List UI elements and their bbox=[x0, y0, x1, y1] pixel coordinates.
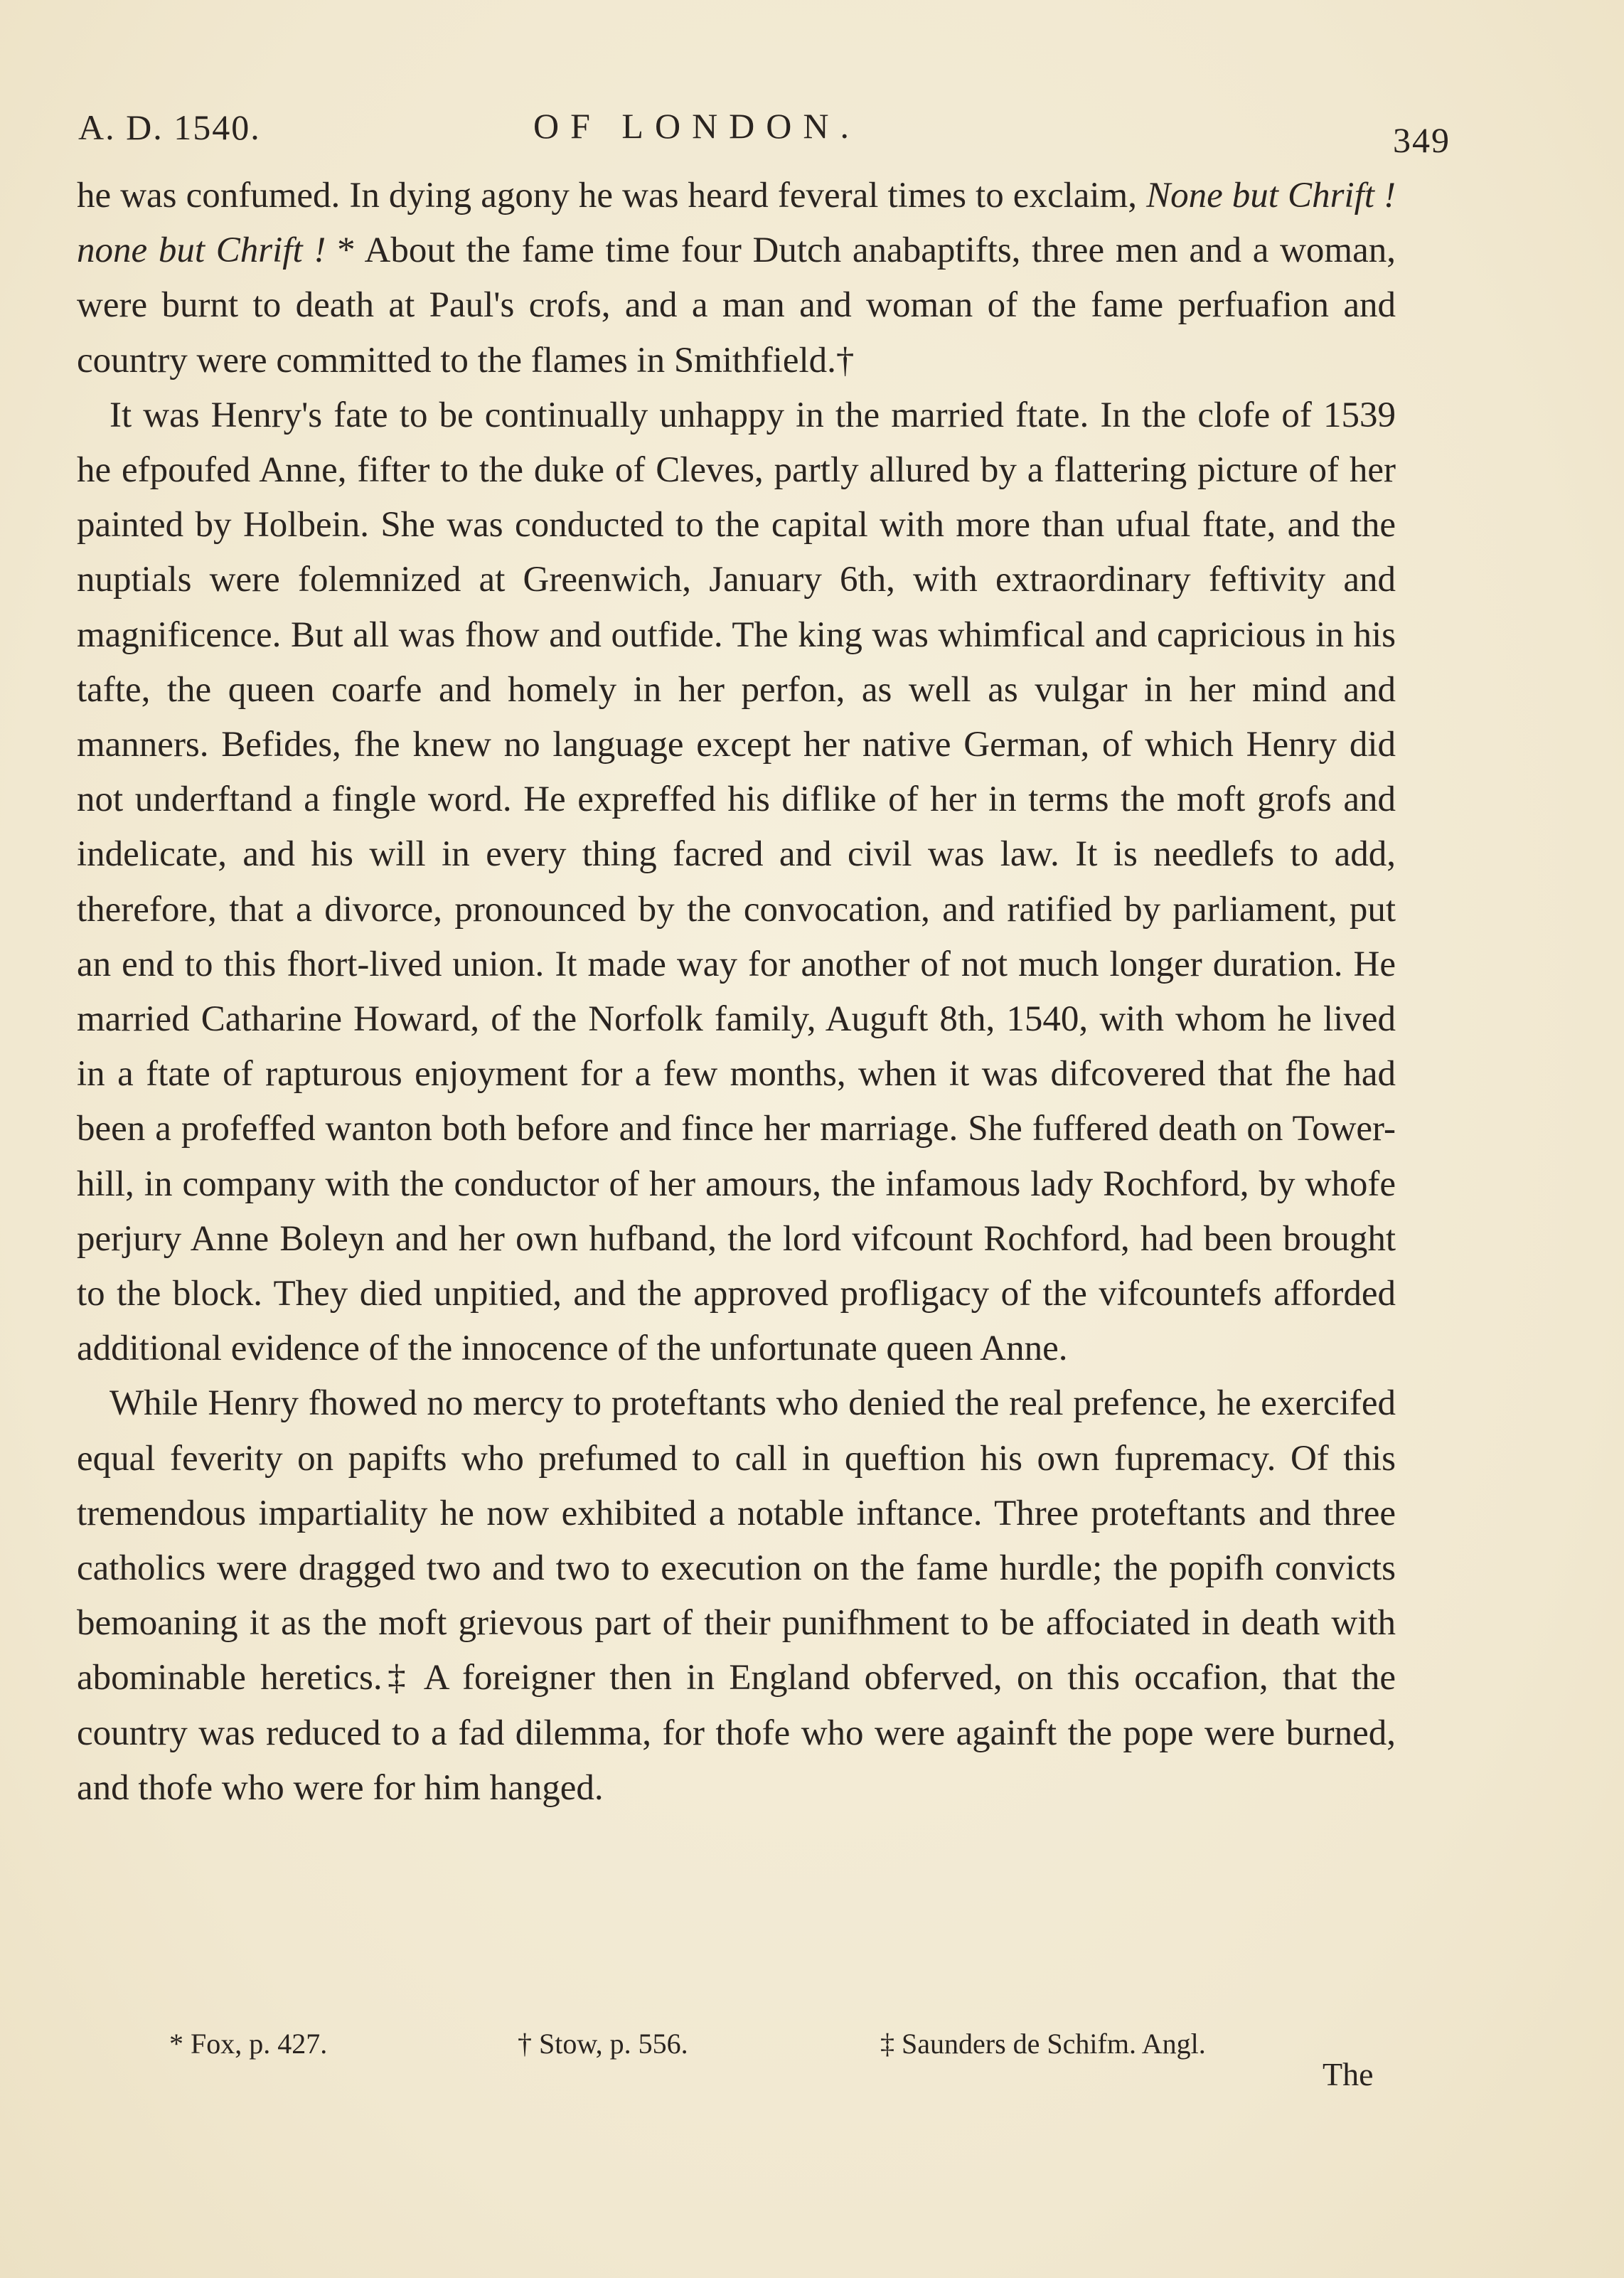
running-header bbox=[78, 100, 1451, 160]
paragraph-1-segment-3: * About the fame time four Dutch anabaptifts, three men and a woman, were burnt to death at Paul's crofs, and a man and woman of the fame perfuafion and country were committed to the flames in Smithfield.† bbox=[77, 230, 1396, 380]
paragraph-3-segment-1: While Henry fhowed no mercy to proteftants who denied the real prefence, he exercifed equal feverity on papifts who prefumed to call in queftion his own fupremacy. Of this tremendous impartiality he now exhibited a notable inftance. Three proteftants and three catholics were dragged two and two to execution on the fame hurdle; the popifh convicts bemoaning it as the moft grievous part of their punifhment to be affociated in death with abominable heretics.‡ A foreigner then in England obferved, on this occafion, that the country was reduced to a fad dilemma, for thofe who were againft the pope were burned, and thofe who were for him hanged. bbox=[77, 1383, 1396, 1808]
body-text bbox=[77, 169, 1396, 1816]
paragraph-3 bbox=[77, 1376, 1396, 1816]
paragraph-2-segment-1: It was Henry's fate to be continually unhappy in the married ftate. In the clofe of 1539 he efpoufed Anne, fifter to the duke of Cleves, partly allured by a flattering picture of her painted by Holbein. She was conducted to the capital with more than ufual ftate, and the nuptials were folemnized at Greenwich, January 6th, with extraordinary feftivity and magnificence. But all was fhow and outfide. The king was whimfical and capricious in his tafte, the queen coarfe and homely in her perfon, as well as vulgar in her mind and manners. Befides, fhe knew no language except her native German, of which Henry did not underftand a fingle word. He expreffed his diflike of her in terms the moft grofs and indelicate, and his will in every thing facred and civil was law. It is needlefs to add, therefore, that a divorce, pronounced by the convocation, and ratified by parliament, put an end to this fhort-lived union. It made way for another of not much longer duration. He married Catharine Howard, of the Norfolk family, Auguft 8th, 1540, with whom he lived in a ftate of rapturous enjoyment for a few months, when it was difcovered that fhe had been a profeffed wanton both before and fince her marriage. She fuffered death on Tower-hill, in company with the conductor of her amours, the infamous lady Rochford, by whofe perjury Anne Boleyn and her own hufband, the lord vifcount Rochford, had been brought to the block. They died unpitied, and the approved profligacy of the vifcountefs afforded additional evidence of the innocence of the unfortunate queen Anne. bbox=[77, 395, 1396, 1369]
paragraph-1-segment-1: he was confumed. In dying agony he was heard feveral times to exclaim, bbox=[77, 176, 1147, 215]
paragraph-2 bbox=[77, 388, 1396, 1377]
catchword: The bbox=[1323, 2056, 1374, 2092]
page-number: 349 bbox=[1393, 120, 1451, 160]
footnotes bbox=[77, 2027, 1396, 2077]
header-title: OF LONDON. bbox=[533, 106, 860, 146]
header-year: A. D. 1540. bbox=[78, 107, 261, 147]
footnote-1: * Fox, p. 427. bbox=[169, 2028, 328, 2060]
footnote-2: † Stow, p. 556. bbox=[518, 2028, 688, 2060]
paragraph-1 bbox=[77, 169, 1396, 388]
paragraph-1-segment-2-italic: None but Chrift ! none but Chrift ! bbox=[77, 176, 1396, 271]
footnote-3: ‡ Saunders de Schifm. Angl. bbox=[880, 2028, 1206, 2060]
